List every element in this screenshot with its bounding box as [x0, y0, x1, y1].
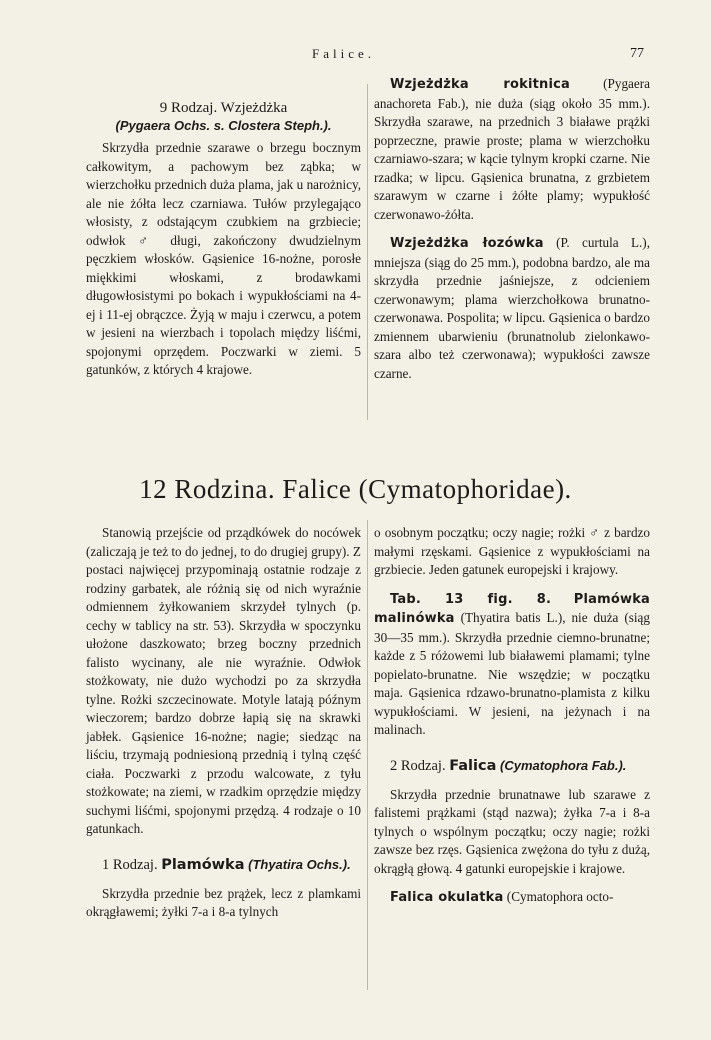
- species-entry: [374, 75, 650, 224]
- genus-authority: (Pygaera Ochs. s. Clostera Steph.).: [115, 118, 332, 133]
- genus-authority: (Thyatira Ochs.).: [248, 856, 351, 872]
- species-entry: [374, 888, 650, 908]
- species-description: (P. curtula L.), mniejsza (siąg do 25 mm.), podobna bardzo, ale ma skrzydła przednie jaśniejsze, z odcieniem czerwonawym; plama wierzchołkowa brunatno-czerwonawa. Pospolita; w lipcu. Gąsienica o bardzo zmiennem ubarwieniu (brunatnolub zielonkawo-szara albo też czerwonawa); wypukłości zawsze czarne.: [374, 235, 650, 381]
- species-entry: [374, 590, 650, 740]
- plate-reference: Tab. 13 fig. 8.: [390, 591, 552, 607]
- genus-heading: [374, 756, 650, 776]
- page-number: 77: [630, 46, 644, 61]
- genus-description-continued: o osobnym początku; oczy nagie; rożki ♂ z bardzo małymi rzęskami. Gąsienice z wypukłościami na grzbiecie. Jeden gatunek europejski i krajowy.: [374, 525, 650, 577]
- genus-authority: (Cymatophora Fab.).: [500, 757, 627, 773]
- species-description: (Pygaera anachoreta Fab.), nie duża (siąg około 35 mm.). Skrzydła szarawe, na przednich 3 białawe prążki poprzeczne, prawie proste; plama w wierzchołku czarniawo-szara; w kącie tylnym kropki czarne. Nie rzadka; w lipcu. Gąsienica brunatna, z grzbietem szarawym w czarne i żółte plamy; wypukłość czerwonawo-żółta.: [374, 76, 650, 222]
- left-column-top: [86, 98, 361, 380]
- species-description: (Cymatophora octo-: [506, 889, 614, 904]
- running-header-section: Falice.: [312, 46, 376, 61]
- species-entry: [374, 234, 650, 383]
- genus-description: Skrzydła przednie szarawe o brzegu bocznym całkowitym, a pachowym bez ząbka; w wierzchołku przednich duża plama, jak u narożnicy, ale nie żółta lecz czarniawa. Tułów przylegająco włosisty, z odstającym czubkiem na grzbiecie; odwłok ♂ długi, zakończony dwudzielnym pęczkiem włosków. Gąsienice 16-nożne, porosłe miękkimi włoskami, z brodawkami długowłosistymi po bokach i wypukłościami na 4-ej i 11-ej obrączce. Żyją w maju i czerwcu, a potem w jesieni na wierzbach i topolach między liśćmi, spojonymi oprzędem. Poczwarki w ziemi. 5 gatunków, z których 4 krajowe.: [86, 140, 361, 377]
- genus-name: Plamówka: [161, 856, 245, 873]
- left-column-bottom: [86, 524, 361, 922]
- species-name: Wzjeżdżka łozówka: [390, 236, 544, 251]
- genus-name: Falica: [449, 757, 497, 774]
- species-name: Falica okulatka: [390, 890, 504, 905]
- genus-heading: [86, 855, 361, 875]
- species-name: Wzjeżdżka rokitnica: [390, 77, 571, 92]
- right-column-bottom: [374, 524, 650, 908]
- genus-heading: 9 Rodzaj. Wzjeżdżka: [159, 100, 288, 116]
- species-name: Plamówka malinówka: [374, 591, 651, 626]
- genus-description: Skrzydła przednie bez prążek, lecz z plamkami okrągławemi; żyłki 7-a i 8-a tylnych: [86, 885, 361, 919]
- genus-prefix: 2 Rodzaj.: [390, 757, 446, 774]
- family-description: Stanowią przejście od prządkówek do nocówek (zaliczają je też to do jednej, to do drugiej grupy). Z postaci najwięcej przypominają ostatnie rodzaje z rodziny garbatek, ale różnią się od nich wyraźnie odmiennem żyłkowaniem skrzydeł tylnych (p. cechy w tablicy na str. 53). Skrzydła w spoczynku ułożone daszkowato; brzeg boczny przednich falisto wycinany, ale nie wyraźnie. Odwłok stożkowaty, nie dużo wychodzi po za skrzydła tylne. Rożki szczecinowate. Motyle latają późnym wieczorem; bardzo dobrze łapią się na skrawki jabłek. Gąsienice 16-nożne; nagie; siedząc na liściu, trzymają podniesioną przednią i tylną część ciała. Poczwarki z przodu walcowate, z tyłu stożkowate; na ziemi, w rzadkim oprzędzie między suchymi liśćmi, spojonymi przędzą. 4 rodzaje o 10 gatunkach.: [86, 525, 361, 836]
- genus-prefix: 1 Rodzaj.: [102, 856, 158, 873]
- column-divider: [367, 520, 368, 990]
- family-title: 12 Rodzina. Falice (Cymatophoridae).: [139, 474, 572, 504]
- genus-description: Skrzydła przednie brunatnawe lub szarawe z falistemi prążkami (stąd nazwa); żyłka 7-a i 8-a tylnych o wspólnym początku; oczy nagie; rożki zawsze bez rzęs. Gąsienica zwężona do tyłu z dużą, okrągłą głową. 4 gatunki europejskie i krajowe.: [374, 786, 650, 876]
- species-description: (Thyatira batis L.), nie duża (siąg 30—35 mm.). Skrzydła przednie ciemno-brunatne; każde z 5 różowemi lub białawemi plamami; tylne popielato-brunatne. Nie wszędzie; w początku maja. Gąsienica rdzawo-brunatno-plamista z kilku wypukłościami. W jesieni, na jeżynach i na malinach.: [374, 610, 650, 737]
- right-column-top: [374, 75, 650, 383]
- column-divider: [367, 84, 368, 420]
